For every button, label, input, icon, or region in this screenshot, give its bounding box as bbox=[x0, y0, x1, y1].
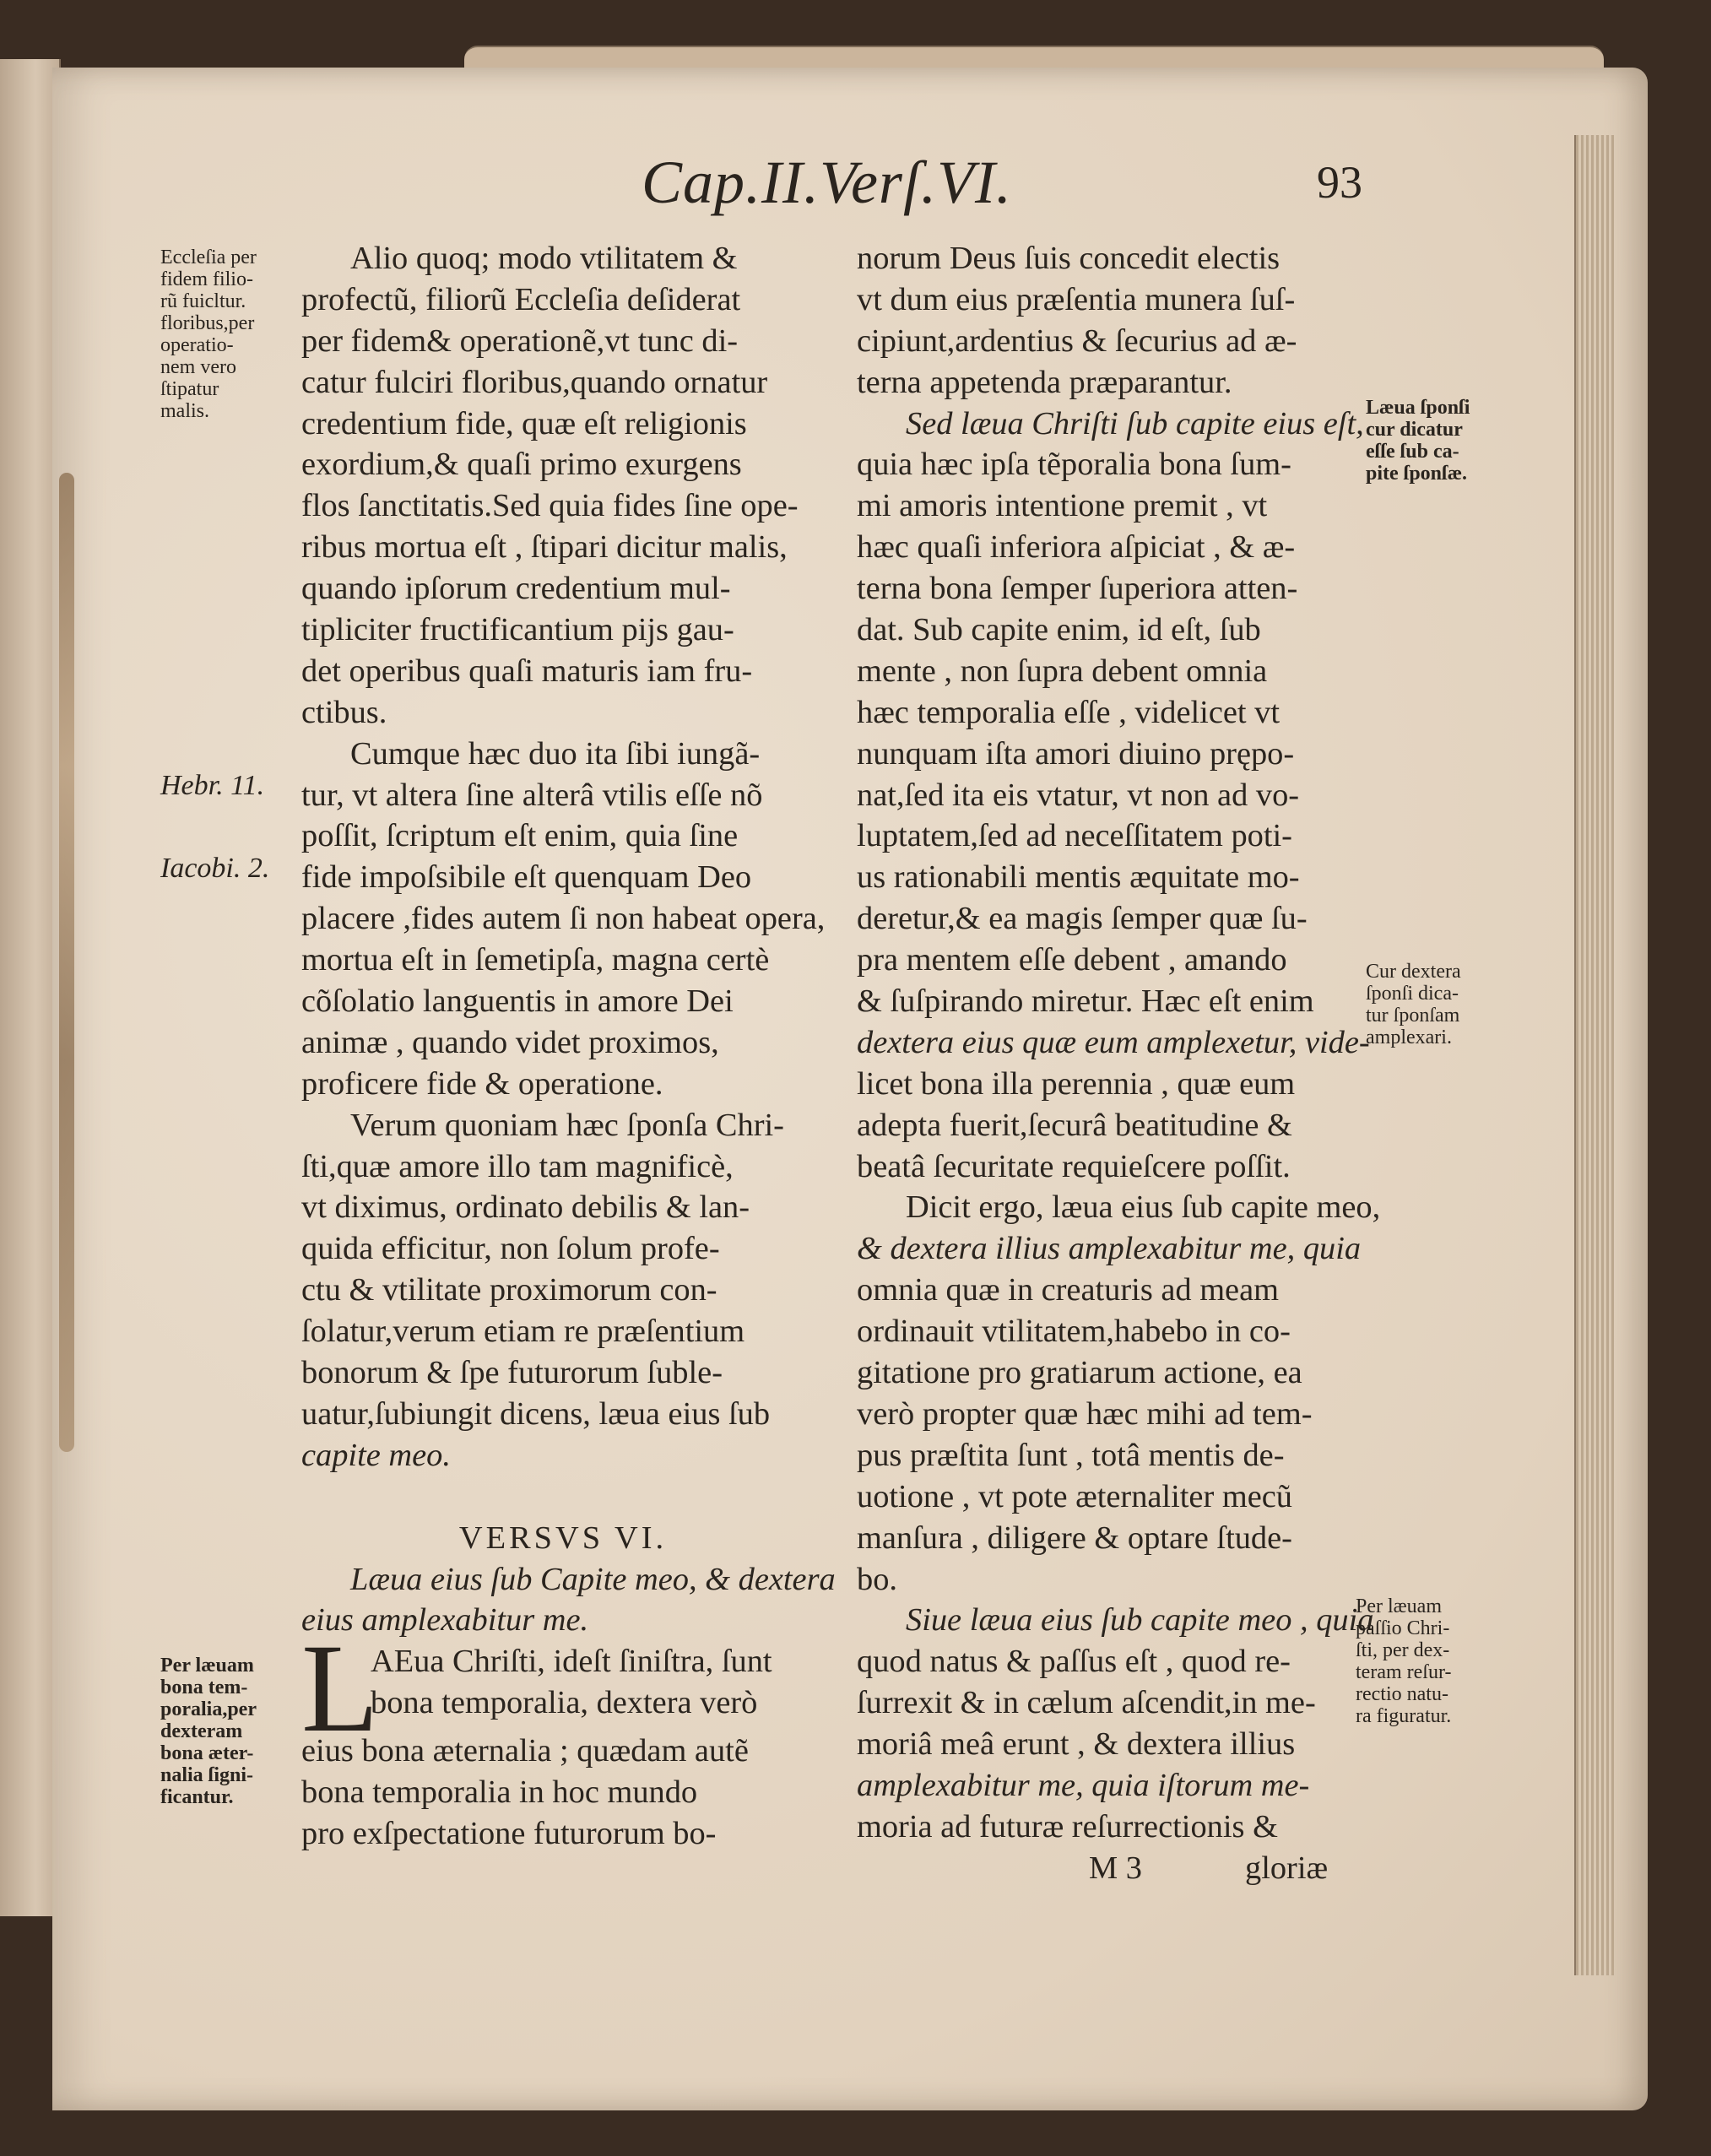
catchword-line bbox=[857, 1848, 1372, 1889]
text-line: moria ad futuræ reſurrectionis & bbox=[857, 1808, 1278, 1845]
text-line: vt dum eius præſentia munera ſuſ- bbox=[857, 281, 1296, 317]
text-line: Alio quoq; modo vtilitatem & bbox=[350, 241, 738, 276]
text-line: bo. bbox=[857, 1561, 897, 1597]
right-margin-note-3: Per læuam paſſio Chri- ſti, per dex- teram reſur- rectio natu- ra figuratur. bbox=[1356, 1595, 1452, 1727]
signature-mark: M 3 bbox=[1089, 1850, 1142, 1886]
text-line: ctu & vtilitate proximorum con- bbox=[301, 1272, 717, 1308]
margin-ref-hebrews: Hebr. 11. bbox=[160, 770, 265, 801]
text-line: mente , non ſupra debent omnia bbox=[857, 653, 1268, 689]
text-line: proficere fide & operatione. bbox=[301, 1065, 663, 1102]
text-line: beatâ ſecuritate requieſcere poſſit. bbox=[857, 1148, 1291, 1184]
right-text-column bbox=[857, 238, 1381, 1889]
text-line: bona temporalia in hoc mundo bbox=[301, 1774, 698, 1811]
text-line: ribus mortua eſt , ſtipari dicitur malis, bbox=[301, 529, 788, 566]
text-line: vt diximus, ordinato debilis & lan- bbox=[301, 1189, 750, 1226]
text-line: terna appetenda præparantur. bbox=[857, 364, 1232, 400]
text-line: fide impoſsibile eſt quenquam Deo bbox=[301, 859, 752, 896]
text-line: Sed læua Chriſti ſub capite eius eſt, bbox=[906, 405, 1364, 441]
left-margin-note-1: Eccleſia per fidem filio- rũ fuicltur. floribus,per operatio- nem vero ſtipatur malis. bbox=[160, 246, 257, 422]
text-line: ſurrexit & in cælum aſcendit,in me- bbox=[857, 1685, 1316, 1721]
right-margin-note-2: Cur dextera ſponſi dica- tur ſponſam amplexari. bbox=[1366, 961, 1461, 1048]
text-line: & dextera illius amplexabitur me, quia bbox=[857, 1231, 1362, 1267]
text-line: deretur,& ea magis ſemper quæ ſu- bbox=[857, 901, 1308, 937]
text-line: capite meo. bbox=[301, 1437, 451, 1473]
text-line: placere ,fides autem ſi non habeat opera, bbox=[301, 901, 826, 937]
book-page bbox=[52, 68, 1648, 2110]
text-line: adepta fuerit,ſecurâ beatitudine & bbox=[857, 1107, 1292, 1143]
text-line: verò propter quæ hæc mihi ad tem- bbox=[857, 1395, 1313, 1432]
left-text-column bbox=[301, 238, 836, 1855]
text-line: omnia quæ in creaturis ad meam bbox=[857, 1272, 1279, 1308]
text-line: catur fulciri floribus,quando ornatur bbox=[301, 364, 768, 400]
text-line: tipliciter fructificantium pijs gau- bbox=[301, 612, 734, 648]
text-line: nunquam iſta amori diuino prępo- bbox=[857, 735, 1295, 772]
text-line: eius bona æternalia ; quædam autẽ bbox=[301, 1733, 749, 1769]
text-line: pro exſpectatione futurorum bo- bbox=[301, 1816, 717, 1852]
page-stack-edge bbox=[1574, 135, 1614, 1975]
text-line: AEua Chriſti, ideſt ſiniſtra, ſunt bbox=[371, 1644, 772, 1680]
drop-cap: L bbox=[301, 1618, 379, 1759]
text-line: ordinauit vtilitatem,habebo in co- bbox=[857, 1314, 1291, 1350]
text-line: bonorum & ſpe futurorum ſuble- bbox=[301, 1355, 723, 1391]
folio-number: 93 bbox=[1317, 157, 1362, 208]
text-line: gitatione pro gratiarum actione, ea bbox=[857, 1355, 1302, 1391]
text-line: exordium,& quaſi primo exurgens bbox=[301, 447, 742, 483]
text-line: quod natus & paſſus eſt , quod re- bbox=[857, 1644, 1291, 1680]
text-line: profectũ, filiorũ Eccleſia deſiderat bbox=[301, 281, 741, 317]
text-line: tur, vt altera ſine alterâ vtilis eſſe nõ bbox=[301, 777, 763, 813]
text-line: poſſit, ſcriptum eſt enim, quia ſine bbox=[301, 818, 739, 854]
text-line: amplexabitur me, quia iſtorum me- bbox=[857, 1767, 1310, 1803]
text-line: quida efficitur, non ſolum profe- bbox=[301, 1231, 720, 1267]
margin-ref-iacobi: Iacobi. 2. bbox=[160, 853, 270, 884]
text-line: cõſolatio languentis in amore Dei bbox=[301, 983, 734, 1020]
text-line: quia hæc ipſa tẽporalia bona ſum- bbox=[857, 447, 1291, 483]
text-line: dat. Sub capite enim, id eſt, ſub bbox=[857, 612, 1261, 648]
text-line: Cumque hæc duo ita ſibi iungã- bbox=[350, 735, 761, 772]
text-line: ſolatur,verum etiam re præſentium bbox=[301, 1314, 745, 1350]
verse-text-line: Læua eius ſub Capite meo, & dextera bbox=[350, 1561, 836, 1597]
verse-text-line: eius amplexabitur me. bbox=[301, 1602, 589, 1639]
catchword: gloriæ bbox=[1245, 1850, 1329, 1886]
text-line: us rationabili mentis æquitate mo- bbox=[857, 859, 1300, 896]
text-line: det operibus quaſi maturis iam fru- bbox=[301, 653, 753, 689]
text-line: mi amoris intentione premit , vt bbox=[857, 488, 1268, 524]
running-title: Cap.II.Verſ.VI. bbox=[642, 149, 1012, 216]
text-line: ſti,quæ amore illo tam magnificè, bbox=[301, 1148, 734, 1184]
running-header bbox=[616, 148, 1393, 241]
text-line: moriâ meâ erunt , & dextera illius bbox=[857, 1726, 1296, 1763]
text-line: uatur,ſubiungit dicens, læua eius ſub bbox=[301, 1395, 771, 1432]
text-line: animæ , quando videt proximos, bbox=[301, 1024, 719, 1060]
text-line: hæc temporalia eſſe , videlicet vt bbox=[857, 694, 1281, 730]
verse-heading: VERSVS VI. bbox=[458, 1519, 668, 1556]
text-line: cipiunt,ardentius & ſecurius ad æ- bbox=[857, 322, 1297, 359]
text-line: pra mentem eſſe debent , amando bbox=[857, 942, 1287, 978]
text-line: dextera eius quæ eum amplexetur, vide- bbox=[857, 1024, 1370, 1060]
text-line: pus præſtita ſunt , totâ mentis de- bbox=[857, 1437, 1285, 1473]
text-line: credentium fide, quæ eſt religionis bbox=[301, 405, 747, 441]
text-line: & ſuſpirando miretur. Hæc eſt enim bbox=[857, 983, 1314, 1020]
text-line: Verum quoniam hæc ſponſa Chri- bbox=[350, 1107, 784, 1143]
text-line: norum Deus ſuis concedit electis bbox=[857, 241, 1281, 276]
text-line: ctibus. bbox=[301, 694, 387, 730]
text-line: flos ſanctitatis.Sed quia fides ſine ope- bbox=[301, 488, 799, 524]
text-line: uotione , vt pote æternaliter mecũ bbox=[857, 1478, 1292, 1514]
text-line: licet bona illa perennia , quæ eum bbox=[857, 1065, 1296, 1102]
text-line: Siue læua eius ſub capite meo , quia bbox=[906, 1602, 1374, 1639]
text-line: mortua eſt in ſemetipſa, magna certè bbox=[301, 942, 770, 978]
text-line: hæc quaſi inferiora aſpiciat , & æ- bbox=[857, 529, 1296, 566]
text-line: bona temporalia, dextera verò bbox=[371, 1685, 758, 1721]
binding-gutter bbox=[59, 473, 74, 1452]
text-line: terna bona ſemper ſuperiora atten- bbox=[857, 571, 1298, 607]
text-line: quando ipſorum credentium mul- bbox=[301, 571, 731, 607]
text-line: per fidem& operationẽ,vt tunc di- bbox=[301, 322, 739, 359]
text-line: nat,ſed ita eis vtatur, vt non ad vo- bbox=[857, 777, 1300, 813]
text-line: Dicit ergo, læua eius ſub capite meo, bbox=[906, 1189, 1381, 1226]
left-margin-note-2: Per læuam bona tem- poralia,per dexteram bona æter- nalia ſigni- ficantur. bbox=[160, 1655, 257, 1808]
right-margin-note-1: Læua ſponſi cur dicatur eſſe ſub ca- pite ſponſæ. bbox=[1366, 397, 1470, 485]
text-line: manſura , diligere & optare ſtude- bbox=[857, 1519, 1292, 1556]
text-line: luptatem,ſed ad neceſſitatem poti- bbox=[857, 818, 1292, 854]
